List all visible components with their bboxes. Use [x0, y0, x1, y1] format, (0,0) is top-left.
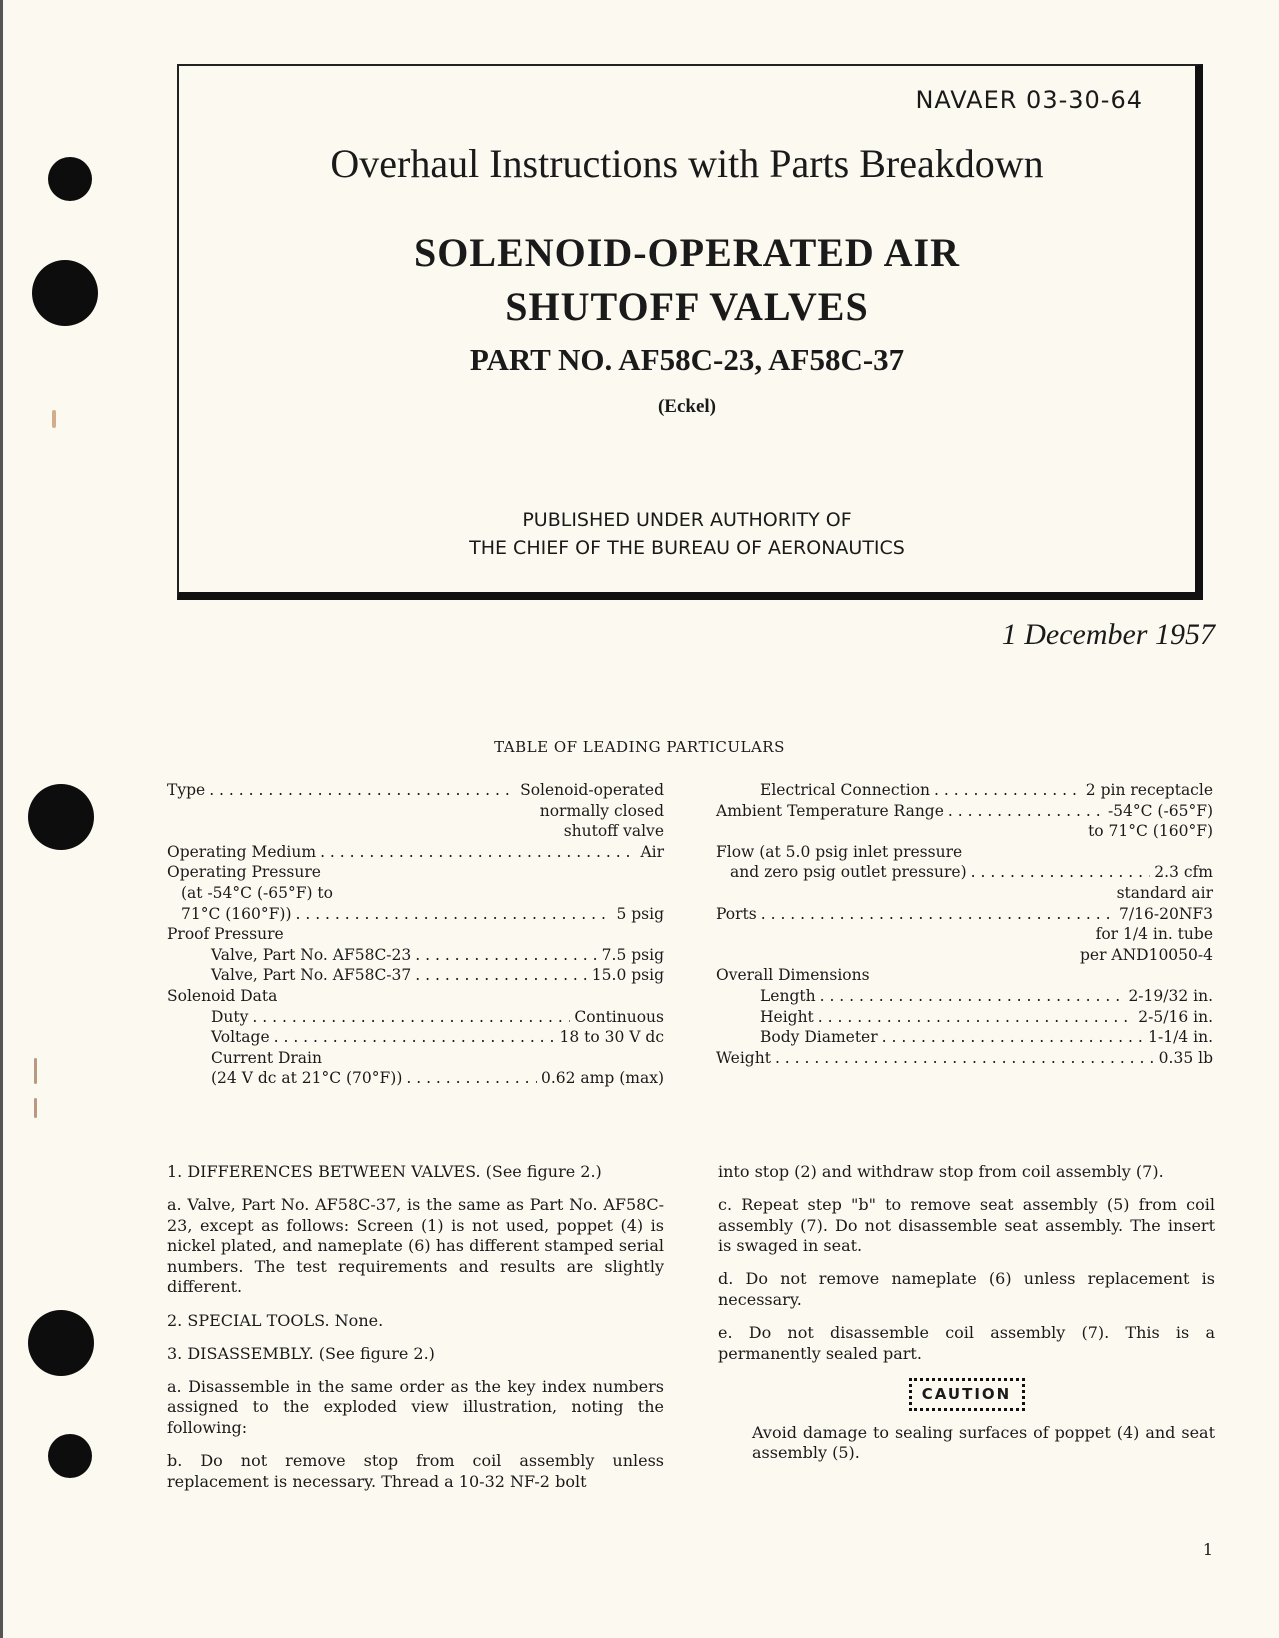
publication-date: 1 December 1957 — [1001, 618, 1215, 651]
caution-label: CAUTION — [909, 1378, 1025, 1411]
leader-dots — [274, 1027, 556, 1048]
body-right-column — [718, 1162, 1215, 1477]
particulars-title: TABLE OF LEADING PARTICULARS — [494, 738, 785, 756]
binder-hole — [32, 260, 98, 326]
paragraph: b. Do not remove stop from coil assembly unless replacement is necessary. Thread a 10-32 NF-2 bolt — [167, 1451, 664, 1491]
subtitle — [179, 226, 1195, 334]
particulars-right-column: Electrical Connection . . . 2 pin receptacle Ambient Temperature Range . . . -54°C (-65°F) to 71°C (160°F) Flow (at 5.0 psig inlet pressure and zero psig outlet pressure) . . . 2.3 cfm standard air Ports . . . 7/16-20NF3 for 1/4 in. tube per AND10050-4 Overall Dimensions Length . . . 2-19/32 in. Height . . . 2-5/16 in. Body Diameter . . . 1-1/4 in. Weight . . . 0.35 lb — [716, 780, 1213, 1068]
particular-row: Valve, Part No. AF58C-23 . . . 7.5 psig — [167, 945, 664, 966]
paragraph: a. Valve, Part No. AF58C-37, is the same as Part No. AF58C-23, except as follows: Screen (1) is not used, poppet (4) is nickel plated, and nameplate (6) has different stamped serial numbers. The test requirements and results are slightly different. — [167, 1195, 664, 1297]
particular-row: Duty . . . Continuous — [167, 1007, 664, 1028]
particular-row: 71°C (160°F)) . . . 5 psig — [167, 904, 664, 925]
leader-dots — [971, 862, 1151, 883]
paragraph: e. Do not disassemble coil assembly (7). This is a permanently sealed part. — [718, 1323, 1215, 1363]
leader-dots — [882, 1027, 1145, 1048]
caution-text: Avoid damage to sealing surfaces of poppet (4) and seat assembly (5). — [752, 1422, 1215, 1463]
leader-dots — [415, 945, 597, 966]
leader-dots — [775, 1048, 1155, 1069]
particular-row: Electrical Connection . . . 2 pin receptacle — [716, 780, 1213, 801]
particular-row: Valve, Part No. AF58C-37 . . . 15.0 psig — [167, 965, 664, 986]
authority-line-1: PUBLISHED UNDER AUTHORITY OF — [522, 509, 852, 531]
particular-row: Weight . . . 0.35 lb — [716, 1048, 1213, 1069]
leader-dots — [209, 780, 516, 801]
leader-dots — [761, 904, 1115, 925]
paragraph: into stop (2) and withdraw stop from coil assembly (7). — [718, 1162, 1164, 1181]
leader-dots — [820, 986, 1125, 1007]
authority-line-2: THE CHIEF OF THE BUREAU OF AERONAUTICS — [469, 537, 905, 559]
paragraph: d. Do not remove nameplate (6) unless replacement is necessary. — [718, 1269, 1215, 1309]
leader-dots — [818, 1007, 1135, 1028]
paragraph: c. Repeat step "b" to remove seat assembly (5) from coil assembly (7). Do not disassemble seat assembly. The insert is swaged in seat. — [718, 1195, 1215, 1256]
leader-dots — [948, 801, 1104, 822]
stain — [52, 410, 56, 428]
part-number: PART NO. AF58C-23, AF58C-37 — [469, 342, 905, 377]
binder-hole — [48, 1434, 92, 1478]
particular-row: Ambient Temperature Range . . . -54°C (-65°F) — [716, 801, 1213, 822]
stain — [34, 1058, 37, 1084]
particular-row: Ports . . . 7/16-20NF3 — [716, 904, 1213, 925]
binder-hole — [48, 157, 92, 201]
binder-hole — [28, 1310, 94, 1376]
stain — [34, 1098, 37, 1118]
section-heading-special-tools: 2. SPECIAL TOOLS. None. — [167, 1310, 384, 1330]
leader-dots — [406, 1068, 537, 1089]
particular-row: Height . . . 2-5/16 in. — [716, 1007, 1213, 1028]
binder-hole — [28, 784, 94, 850]
leader-dots — [252, 1007, 570, 1028]
leader-dots — [296, 904, 613, 925]
document-number: NAVAER 03-30-64 — [915, 86, 1143, 114]
page-number: 1 — [1202, 1540, 1213, 1559]
leader-dots — [934, 780, 1082, 801]
particular-row: (24 V dc at 21°C (70°F)) . . . 0.62 amp (max) — [167, 1068, 664, 1089]
particular-row: Operating Medium . . . Air — [167, 842, 664, 863]
subtitle-line-1: SOLENOID-OPERATED AIR — [414, 230, 960, 275]
section-heading-differences: 1. DIFFERENCES BETWEEN VALVES. (See figure 2.) — [167, 1162, 602, 1181]
subtitle-line-2: SHUTOFF VALVES — [505, 284, 869, 329]
manufacturer: (Eckel) — [657, 396, 717, 417]
title-block — [177, 64, 1203, 600]
leader-dots — [320, 842, 636, 863]
particular-row: Length . . . 2-19/32 in. — [716, 986, 1213, 1007]
section-heading-disassembly: 3. DISASSEMBLY. (See figure 2.) — [167, 1343, 435, 1363]
page-edge — [0, 0, 3, 1638]
particular-row: and zero psig outlet pressure) . . . 2.3 cfm — [716, 862, 1213, 883]
main-title: Overhaul Instructions with Parts Breakdown — [330, 141, 1044, 186]
particulars-left-column: Type . . . Solenoid-operated normally closed shutoff valve Operating Medium . . . Air Operating Pressure (at -54°C (-65°F) to 71°C (160°F)) . . . 5 psig Proof Pressure Valve, Part No. AF58C-23 . . . 7.5 psig Valve, Part No. AF58C-37 . . . 15.0 psig Solenoid Data Duty . . . Continuous Voltage . . . 18 to 30 V dc Current Drain (24 V dc at 21°C (70°F)) . . . 0.62 amp (max) — [167, 780, 664, 1089]
authority-statement — [179, 506, 1195, 562]
leader-dots — [415, 965, 588, 986]
paragraph: a. Disassemble in the same order as the key index numbers assigned to the exploded view illustration, noting the following: — [167, 1376, 664, 1437]
particular-row: Type . . . Solenoid-operated — [167, 780, 664, 801]
particular-row: Voltage . . . 18 to 30 V dc — [167, 1027, 664, 1048]
particular-row: Body Diameter . . . 1-1/4 in. — [716, 1027, 1213, 1048]
body-left-column — [167, 1162, 664, 1505]
